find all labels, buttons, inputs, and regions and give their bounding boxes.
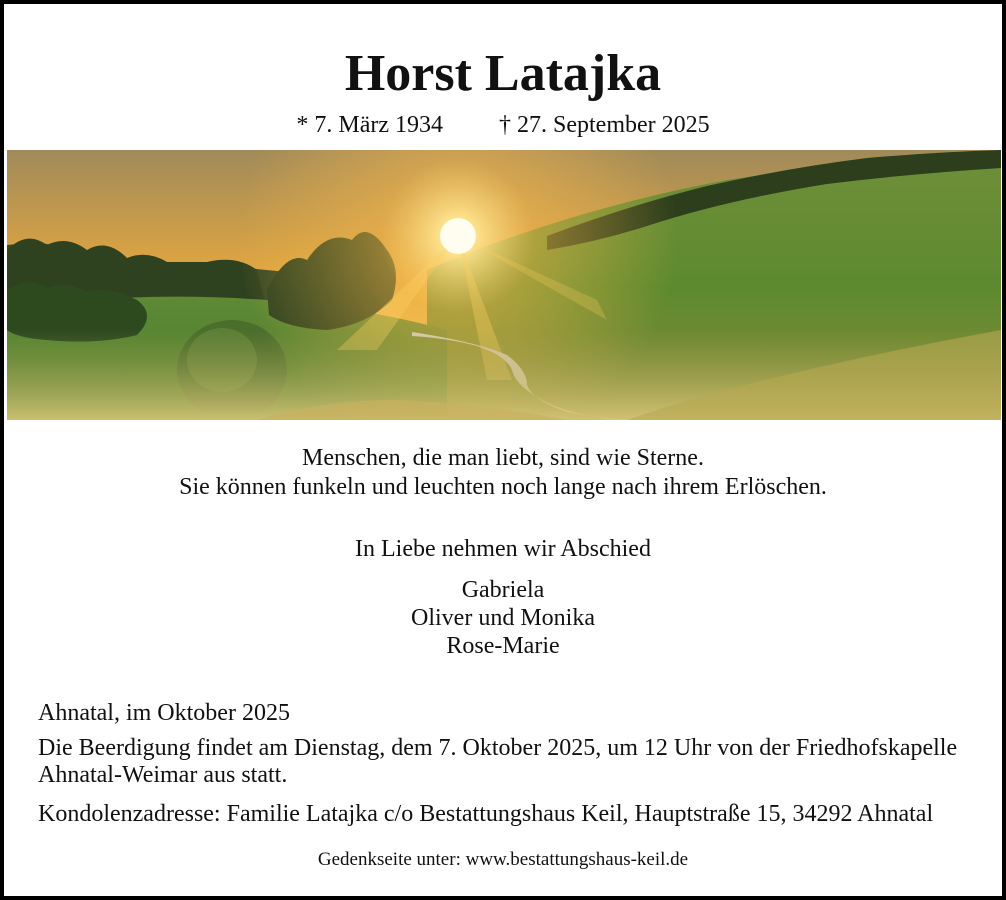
deceased-name: Horst Latajka — [344, 45, 662, 102]
farewell-line: In Liebe nehmen wir Abschied — [355, 536, 651, 562]
quote-line-1: Menschen, die man liebt, sind wie Sterne. — [302, 445, 704, 471]
death-date: † 27. September 2025 — [499, 112, 710, 138]
birth-date: * 7. März 1934 — [296, 112, 443, 138]
memorial-quote — [4, 444, 1002, 502]
mourner-name: Oliver und Monika — [411, 605, 595, 631]
life-dates — [4, 110, 1002, 140]
condolence-address: Kondolenzadresse: Familie Latajka c/o Bestattungshaus Keil, Hauptstraße 15, 34292 Ahnatal — [38, 801, 934, 827]
mourner-list — [4, 576, 1002, 660]
mourner-name: Rose-Marie — [446, 633, 560, 659]
sunset-meadow-photo — [7, 150, 1001, 420]
place-and-date: Ahnatal, im Oktober 2025 — [38, 700, 290, 726]
memorial-page-info: Gedenkseite unter: www.bestattungshaus-keil.de — [317, 849, 689, 870]
quote-line-2: Sie können funkeln und leuchten noch lange nach ihrem Erlöschen. — [179, 474, 827, 500]
funeral-details: Die Beerdigung findet am Dienstag, dem 7. Oktober 2025, um 12 Uhr von der Friedhofskapelle Ahnatal-Weimar aus statt. — [38, 735, 958, 788]
mourner-name: Gabriela — [461, 577, 545, 603]
